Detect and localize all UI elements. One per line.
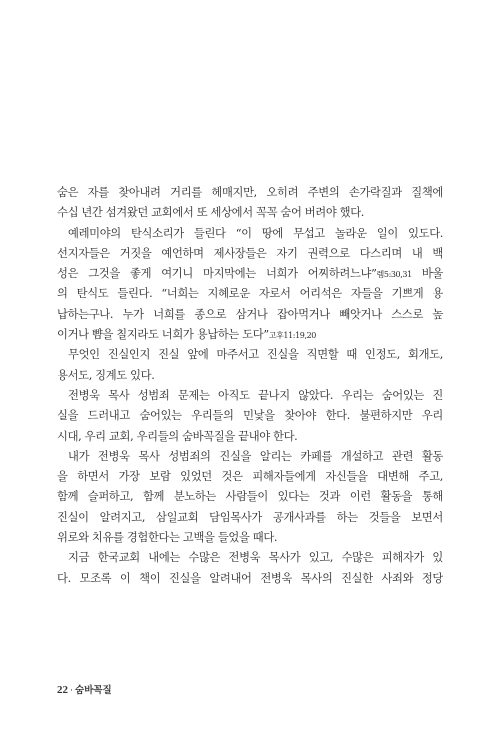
page-number: 22 [57, 684, 68, 696]
text-line: 용서도, 징계도 있다. [57, 368, 155, 382]
bible-reference: 렘5:30,31 [376, 270, 412, 280]
text-line: 납하는구나. 누가 너희를 종으로 삼거나 잡아먹거나 빼앗거나 스스로 높 [57, 307, 443, 321]
text-line: 실을 드러내고 숨어있는 우리들의 민낯을 찾아야 한다. 불편하지만 우리 [57, 409, 443, 423]
text-line [57, 264, 443, 284]
text-line: 진실이 알려지고, 삼일교회 담임목사가 공개사과를 하는 것들을 보면서 [57, 510, 443, 524]
text-segment: 성은 그것을 좋게 여기니 마지막에는 너희가 어찌하려느냐” [57, 267, 377, 281]
text-segment: 바울 [411, 267, 443, 281]
text-line: 다. 모조록 이 책이 진실을 알려내어 전병욱 목사의 진실한 사죄와 정당 [57, 571, 443, 585]
book-title: 숨바꼭질 [75, 685, 112, 696]
text-line: 숨은 자를 찾아내려 거리를 헤매지만, 오히려 주변의 손가락질과 질책에 [57, 186, 443, 199]
text-line: 전병욱 목사 성범죄 문제는 아직도 끝나지 않았다. 우리는 숨어있는 진 [68, 388, 443, 402]
text-line: 시대, 우리 교회, 우리들의 숨바꼭질을 끝내야 한다. [57, 429, 298, 443]
text-line: 수십 년간 섬겨왔던 교회에서 또 세상에서 꼭꼭 숨어 버려야 했다. [57, 206, 365, 220]
text-line: 무엇인 진실인지 진실 앞에 마주서고 진실을 직면할 때 인정도, 회개도, [68, 348, 443, 362]
text-line: 의 탄식도 들린다. “너희는 지혜로운 자로서 어리석은 자들을 기쁘게 용 [57, 287, 443, 301]
bible-reference: 고후11:19,20 [268, 331, 316, 341]
text-line: 내가 전병욱 목사 성범죄의 진실을 알리는 카페를 개설하고 관련 활동 [68, 449, 443, 463]
text-line: 을 하면서 가장 보람 있었던 것은 피해자들에게 자신들을 대변해 주고, [57, 470, 443, 484]
text-line: 지금 한국교회 내에는 수많은 전병욱 목사가 있고, 수많은 피해자가 있 [68, 551, 443, 565]
text-line: 위로와 치유를 경험한다는 고백을 들었을 때다. [57, 531, 278, 545]
text-line: 선지자들은 거짓을 예언하며 제사장들은 자기 권력으로 다스리며 내 백 [57, 246, 443, 260]
text-line [57, 325, 443, 345]
text-line: 예레미야의 탄식소리가 들린다 “이 땅에 무섭고 놀라운 일이 있도다. [68, 226, 443, 240]
body-text [57, 183, 443, 589]
page-footer [57, 684, 112, 697]
text-segment: 이거나 뺨을 칠지라도 너희가 용납하는 도다” [57, 328, 269, 342]
text-line: 함께 슬퍼하고, 함께 분노하는 사람들이 있다는 것과 이런 활동을 통해 [57, 490, 443, 504]
footer-separator: · [70, 685, 74, 696]
